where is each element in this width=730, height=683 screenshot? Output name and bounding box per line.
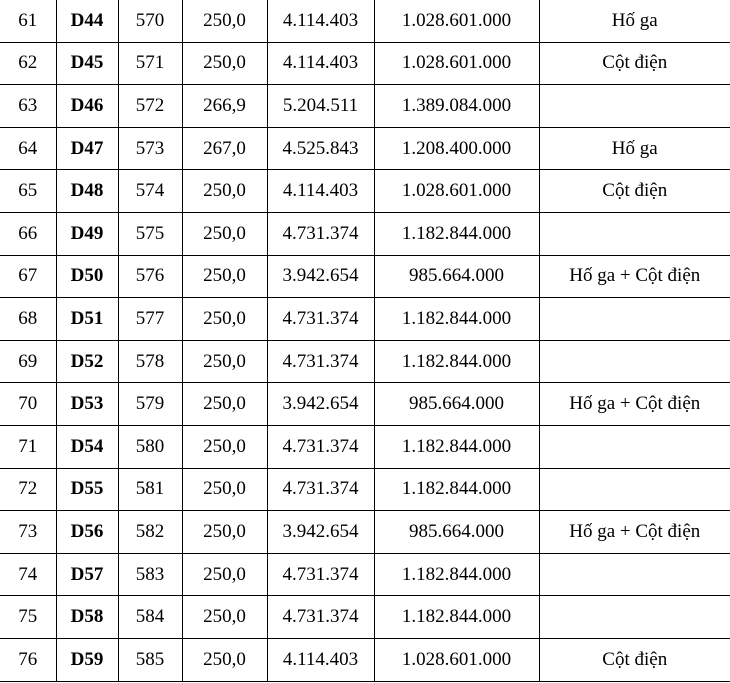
area-cell: 250,0 [182,212,267,255]
total-price-cell: 1.182.844.000 [374,425,539,468]
row-number-cell: 61 [0,0,56,42]
note-cell: Cột điện [539,170,730,213]
area-cell: 250,0 [182,638,267,681]
lot-code-cell: D48 [56,170,118,213]
unit-price-cell: 4.731.374 [267,298,374,341]
table-row [0,553,730,596]
note-cell: Cột điện [539,638,730,681]
table-row [0,383,730,426]
area-cell: 250,0 [182,170,267,213]
total-price-cell: 1.389.084.000 [374,85,539,128]
row-number-cell: 72 [0,468,56,511]
area-cell: 250,0 [182,255,267,298]
note-cell: Hố ga + Cột điện [539,511,730,554]
unit-price-cell: 3.942.654 [267,511,374,554]
area-cell: 266,9 [182,85,267,128]
unit-price-cell: 4.731.374 [267,212,374,255]
area-cell: 250,0 [182,42,267,85]
area-cell: 250,0 [182,425,267,468]
lot-code-cell: D58 [56,596,118,639]
area-cell: 250,0 [182,468,267,511]
row-number-cell: 62 [0,42,56,85]
parcel-number-cell: 578 [118,340,182,383]
total-price-cell: 1.182.844.000 [374,468,539,511]
row-number-cell: 71 [0,425,56,468]
unit-price-cell: 4.114.403 [267,42,374,85]
total-price-cell: 1.182.844.000 [374,298,539,341]
parcel-number-cell: 574 [118,170,182,213]
table-row [0,298,730,341]
note-cell [539,596,730,639]
note-cell: Hố ga [539,0,730,42]
area-cell: 250,0 [182,383,267,426]
row-number-cell: 70 [0,383,56,426]
table-row [0,468,730,511]
lot-code-cell: D57 [56,553,118,596]
table-row [0,255,730,298]
lot-code-cell: D46 [56,85,118,128]
table-row [0,85,730,128]
unit-price-cell: 4.731.374 [267,425,374,468]
area-cell: 250,0 [182,511,267,554]
row-number-cell: 63 [0,85,56,128]
row-number-cell: 65 [0,170,56,213]
unit-price-cell: 4.114.403 [267,170,374,213]
parcel-number-cell: 583 [118,553,182,596]
lot-code-cell: D54 [56,425,118,468]
parcel-number-cell: 582 [118,511,182,554]
area-cell: 267,0 [182,127,267,170]
unit-price-cell: 4.114.403 [267,638,374,681]
area-cell: 250,0 [182,0,267,42]
lot-code-cell: D49 [56,212,118,255]
lot-code-cell: D52 [56,340,118,383]
unit-price-cell: 5.204.511 [267,85,374,128]
note-cell [539,425,730,468]
unit-price-cell: 4.525.843 [267,127,374,170]
row-number-cell: 66 [0,212,56,255]
table-row [0,511,730,554]
row-number-cell: 75 [0,596,56,639]
lot-code-cell: D56 [56,511,118,554]
total-price-cell: 1.028.601.000 [374,170,539,213]
unit-price-cell: 3.942.654 [267,383,374,426]
unit-price-cell: 4.731.374 [267,340,374,383]
total-price-cell: 1.208.400.000 [374,127,539,170]
note-cell [539,340,730,383]
row-number-cell: 68 [0,298,56,341]
table-row [0,596,730,639]
lot-code-cell: D45 [56,42,118,85]
total-price-cell: 1.028.601.000 [374,638,539,681]
note-cell [539,553,730,596]
total-price-cell: 1.028.601.000 [374,0,539,42]
total-price-cell: 985.664.000 [374,383,539,426]
lot-code-cell: D53 [56,383,118,426]
unit-price-cell: 3.942.654 [267,255,374,298]
lot-code-cell: D59 [56,638,118,681]
table-row [0,0,730,42]
parcel-number-cell: 576 [118,255,182,298]
parcel-number-cell: 584 [118,596,182,639]
parcel-number-cell: 577 [118,298,182,341]
parcel-number-cell: 570 [118,0,182,42]
total-price-cell: 1.028.601.000 [374,42,539,85]
row-number-cell: 64 [0,127,56,170]
unit-price-cell: 4.114.403 [267,0,374,42]
table-row [0,212,730,255]
table-row [0,127,730,170]
row-number-cell: 67 [0,255,56,298]
total-price-cell: 985.664.000 [374,255,539,298]
parcel-number-cell: 572 [118,85,182,128]
total-price-cell: 1.182.844.000 [374,340,539,383]
parcel-number-cell: 573 [118,127,182,170]
table-row [0,638,730,681]
note-cell: Cột điện [539,42,730,85]
unit-price-cell: 4.731.374 [267,596,374,639]
parcel-number-cell: 581 [118,468,182,511]
note-cell [539,468,730,511]
note-cell [539,212,730,255]
parcel-number-cell: 579 [118,383,182,426]
parcel-number-cell: 571 [118,42,182,85]
area-cell: 250,0 [182,298,267,341]
lot-code-cell: D55 [56,468,118,511]
row-number-cell: 73 [0,511,56,554]
note-cell: Hố ga + Cột điện [539,255,730,298]
lot-code-cell: D51 [56,298,118,341]
row-number-cell: 74 [0,553,56,596]
row-number-cell: 69 [0,340,56,383]
total-price-cell: 1.182.844.000 [374,596,539,639]
table-row [0,340,730,383]
parcel-number-cell: 585 [118,638,182,681]
table-row [0,170,730,213]
lot-code-cell: D44 [56,0,118,42]
total-price-cell: 985.664.000 [374,511,539,554]
note-cell [539,85,730,128]
area-cell: 250,0 [182,340,267,383]
table-row [0,42,730,85]
area-cell: 250,0 [182,553,267,596]
area-cell: 250,0 [182,596,267,639]
lot-code-cell: D47 [56,127,118,170]
note-cell: Hố ga + Cột điện [539,383,730,426]
total-price-cell: 1.182.844.000 [374,553,539,596]
table-row [0,425,730,468]
parcel-number-cell: 580 [118,425,182,468]
unit-price-cell: 4.731.374 [267,468,374,511]
row-number-cell: 76 [0,638,56,681]
lot-code-cell: D50 [56,255,118,298]
unit-price-cell: 4.731.374 [267,553,374,596]
note-cell: Hố ga [539,127,730,170]
parcel-number-cell: 575 [118,212,182,255]
note-cell [539,298,730,341]
total-price-cell: 1.182.844.000 [374,212,539,255]
